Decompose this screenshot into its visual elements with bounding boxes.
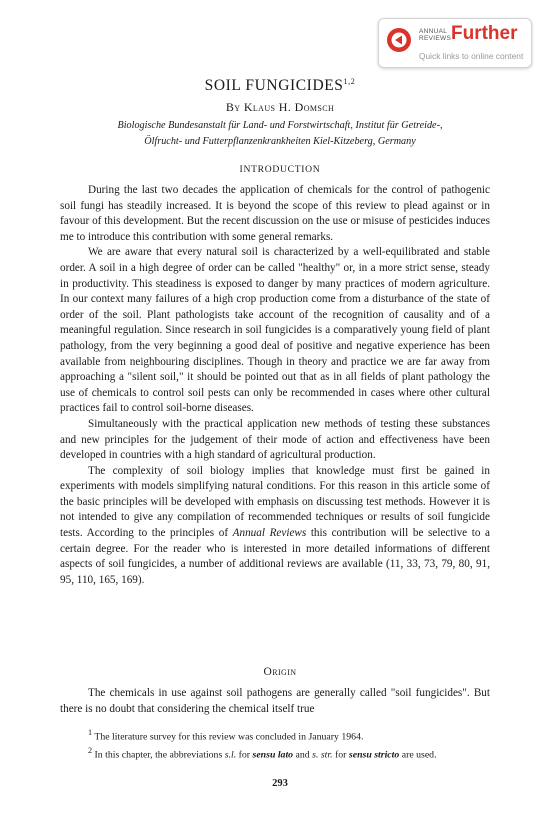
affiliation [60,118,500,149]
footnotes [60,726,490,761]
affiliation-line-2: Ölfrucht- und Futterpflanzenkrankheiten Kiel-Kitzeberg, Germany [144,135,416,147]
footnote-text: In this chapter, the abbreviations [94,748,223,760]
annual-reviews-label: ANNUAL REVIEWS [419,28,452,42]
abbrev-sstr: s. str. [312,748,333,760]
journal-name: Annual Reviews [232,527,307,540]
page-number: 293 [272,778,288,789]
abbrev-sl: s.l. [224,748,237,760]
author-line [0,100,560,115]
footnote-1 [60,726,490,744]
footnote-text: The literature survey for this review was concluded in January 1964. [94,731,364,743]
footnote-text: are used. [401,748,437,760]
title-footnote-refs: 1,2 [343,77,356,86]
paragraph-text: The complexity of soil biology implies that knowledge must first be gained in experiments with models simplifying natural conditions. For this reason in this article some of the basic principles will be developed with emphasis on discussing test methods. However it is not intended to give any compilation of recommended techniques or results of soil fungicide tests. According to the principles of [60,464,490,540]
author-prefix: By [225,100,241,114]
footnote-text: and [295,748,310,760]
footnote-mark: 1 [88,728,93,737]
origin-heading: Origin [263,666,297,678]
author-name: Klaus H. Domsch [243,100,335,114]
introduction-heading: INTRODUCTION [239,164,321,175]
footnote-text: for [335,748,347,760]
further-quick-links-badge[interactable] [378,18,532,68]
term-sensu-lato: sensu lato [252,748,294,760]
origin-body [60,686,490,717]
footnote-mark: 2 [88,745,93,755]
footnote-text: for [238,748,251,760]
footnote-2 [60,744,490,762]
affiliation-line-1: Biologische Bundesanstalt für Land- und Forstwirtschaft, Institut für Getreide-, [117,120,443,131]
paragraph: The chemicals in use against soil pathogens are generally called "soil fungicides". But there is no doubt that considering the chemical itself true [60,687,490,715]
paragraph [60,464,490,589]
paragraph-text: this contribution will be selective to a certain degree. For the reader who is interested in more detailed informations of different aspects of soil fungicides, a number of additional reviews are available (11, 33, 73, 79, 80, 91, 95, 110, 165, 169). [60,527,490,586]
quick-links-label: Quick links to online content [419,51,524,61]
paragraph: Simultaneously with the practical application new methods of testing these substances and new principles for the judgement of their mode of action and effectiveness have been developed in countries with a high standard of agricultural production. [60,417,490,462]
paragraph: During the last two decades the application of chemicals for the control of pathogenic soil fungi has steadily increased. It is beyond the scope of this review to plead against or in favour of this development. But the recent discussion on the use or misuse of pesticides induces me to introduce this contribution with some general remarks. [60,184,490,243]
annual-reviews-logo-icon [386,27,412,53]
term-sensu-stricto: sensu stricto [348,748,400,760]
article-title-text: SOIL FUNGICIDES [204,77,344,95]
further-label: Further [451,23,518,44]
article-title [0,77,560,95]
introduction-body [60,183,490,588]
paragraph: We are aware that every natural soil is characterized by a well-equilibrated and stable order. A soil in a high degree of order can be called "healthy" or, in a more strict sense, steady in productivity. This steadiness is exposed to danger by many practices of modern agriculture. In our context many failures of a high crop production come from a disturbance of the state of order of the soil. Plant pathologists take account of the recognition of causality and of a meaningful regulation. Since research in soil fungicides is a comparatively young field of plant pathology, from the very beginning a good deal of positive and negative experience has been available from neighbouring disciplines. Though in theory and practice we are far away from approaching a "silent soil," it should be pointed out that as in all fields of plant pathology the use of chemicals to control soil pests can only be recommended in cases where other cultural practices fail to control soil-borne diseases. [60,246,490,415]
